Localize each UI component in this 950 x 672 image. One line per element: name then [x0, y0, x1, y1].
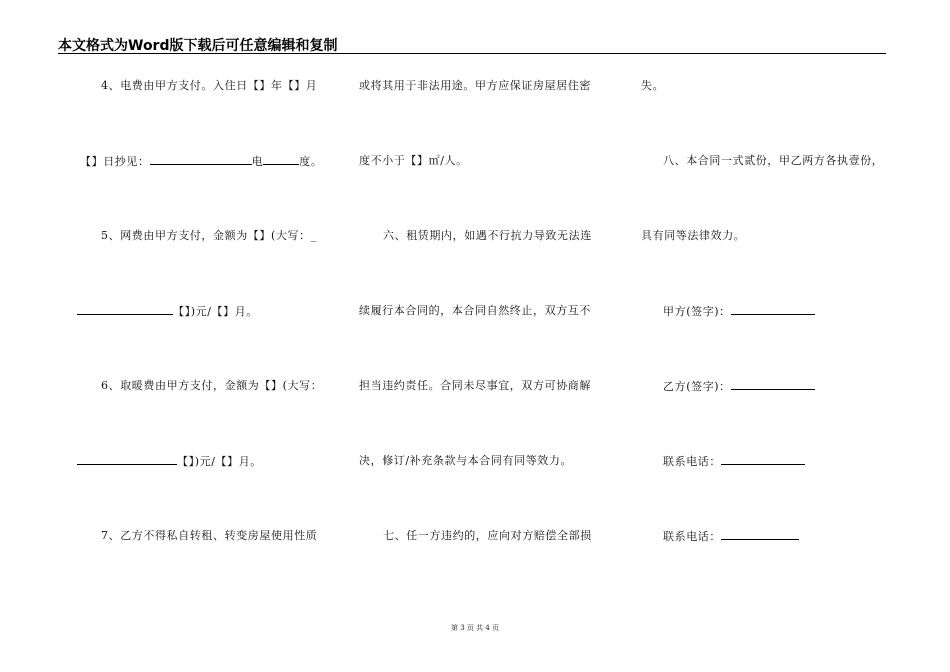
party-a-signature-label: 甲方(签字)： — [663, 305, 731, 318]
col2-line-6: 决，修订/补充条款与本合同有同等效力。 — [359, 454, 573, 467]
col1-line-2-end: 度。 — [299, 155, 323, 168]
col1-line-3: 5、网费由甲方支付，金额为【】(大写：_ — [101, 229, 317, 242]
col3-line-6 — [663, 454, 805, 469]
col3-line-2: 八、本合同一式贰份，甲乙两方各执壹份， — [663, 154, 884, 167]
col1-line-4-text: 【】)元/【】月。 — [173, 305, 258, 318]
blank-field — [77, 304, 173, 315]
col2-line-1: 或将其用于非法用途。甲方应保证房屋居住密 — [359, 79, 591, 92]
phone-label: 联系电话： — [663, 455, 721, 468]
col1-line-6 — [77, 454, 262, 469]
col3-line-1: 失。 — [641, 79, 665, 92]
phone-blank — [721, 454, 805, 465]
party-b-signature-label: 乙方(签字)： — [663, 380, 731, 393]
header-divider — [58, 53, 886, 54]
phone-blank — [721, 529, 799, 540]
blank-field — [263, 154, 299, 165]
col1-line-2-label: 【】日抄见： — [80, 155, 150, 168]
col2-line-5: 担当违约责任。合同未尽事宜，双方可协商解 — [359, 379, 591, 392]
blank-field — [77, 454, 177, 465]
phone-label: 联系电话： — [663, 530, 721, 543]
col1-line-1: 4、电费由甲方支付。入住日【】年【】月 — [101, 79, 318, 92]
col3-line-4 — [663, 304, 815, 319]
signature-blank — [731, 379, 815, 390]
signature-blank — [731, 304, 815, 315]
col2-line-3: 六、租赁期内，如遇不行抗力导致无法连 — [383, 229, 592, 242]
col1-line-6-text: 【】)元/【】月。 — [177, 455, 262, 468]
col1-line-2 — [80, 154, 322, 169]
col3-line-3: 具有同等法律效力。 — [641, 229, 746, 242]
col2-line-2: 度不小于【】㎡/人。 — [359, 154, 468, 167]
col1-line-2-unit: 电 — [251, 155, 264, 168]
blank-field — [150, 154, 252, 165]
col3-line-7 — [663, 529, 799, 544]
col1-line-5: 6、取暖费由甲方支付，金额为【】(大写： — [101, 379, 323, 392]
document-header-title: 本文格式为Word版下载后可任意编辑和复制 — [58, 38, 338, 54]
col2-line-7: 七、任一方违约的，应向对方赔偿全部损 — [383, 529, 592, 542]
col1-line-4 — [77, 304, 258, 319]
col2-line-4: 续履行本合同的，本合同自然终止，双方互不 — [359, 304, 591, 317]
col1-line-7: 7、乙方不得私自转租、转变房屋使用性质 — [101, 529, 318, 542]
page-number-footer: 第 3 页 共 4 页 — [450, 624, 500, 632]
col3-line-5 — [663, 379, 815, 394]
